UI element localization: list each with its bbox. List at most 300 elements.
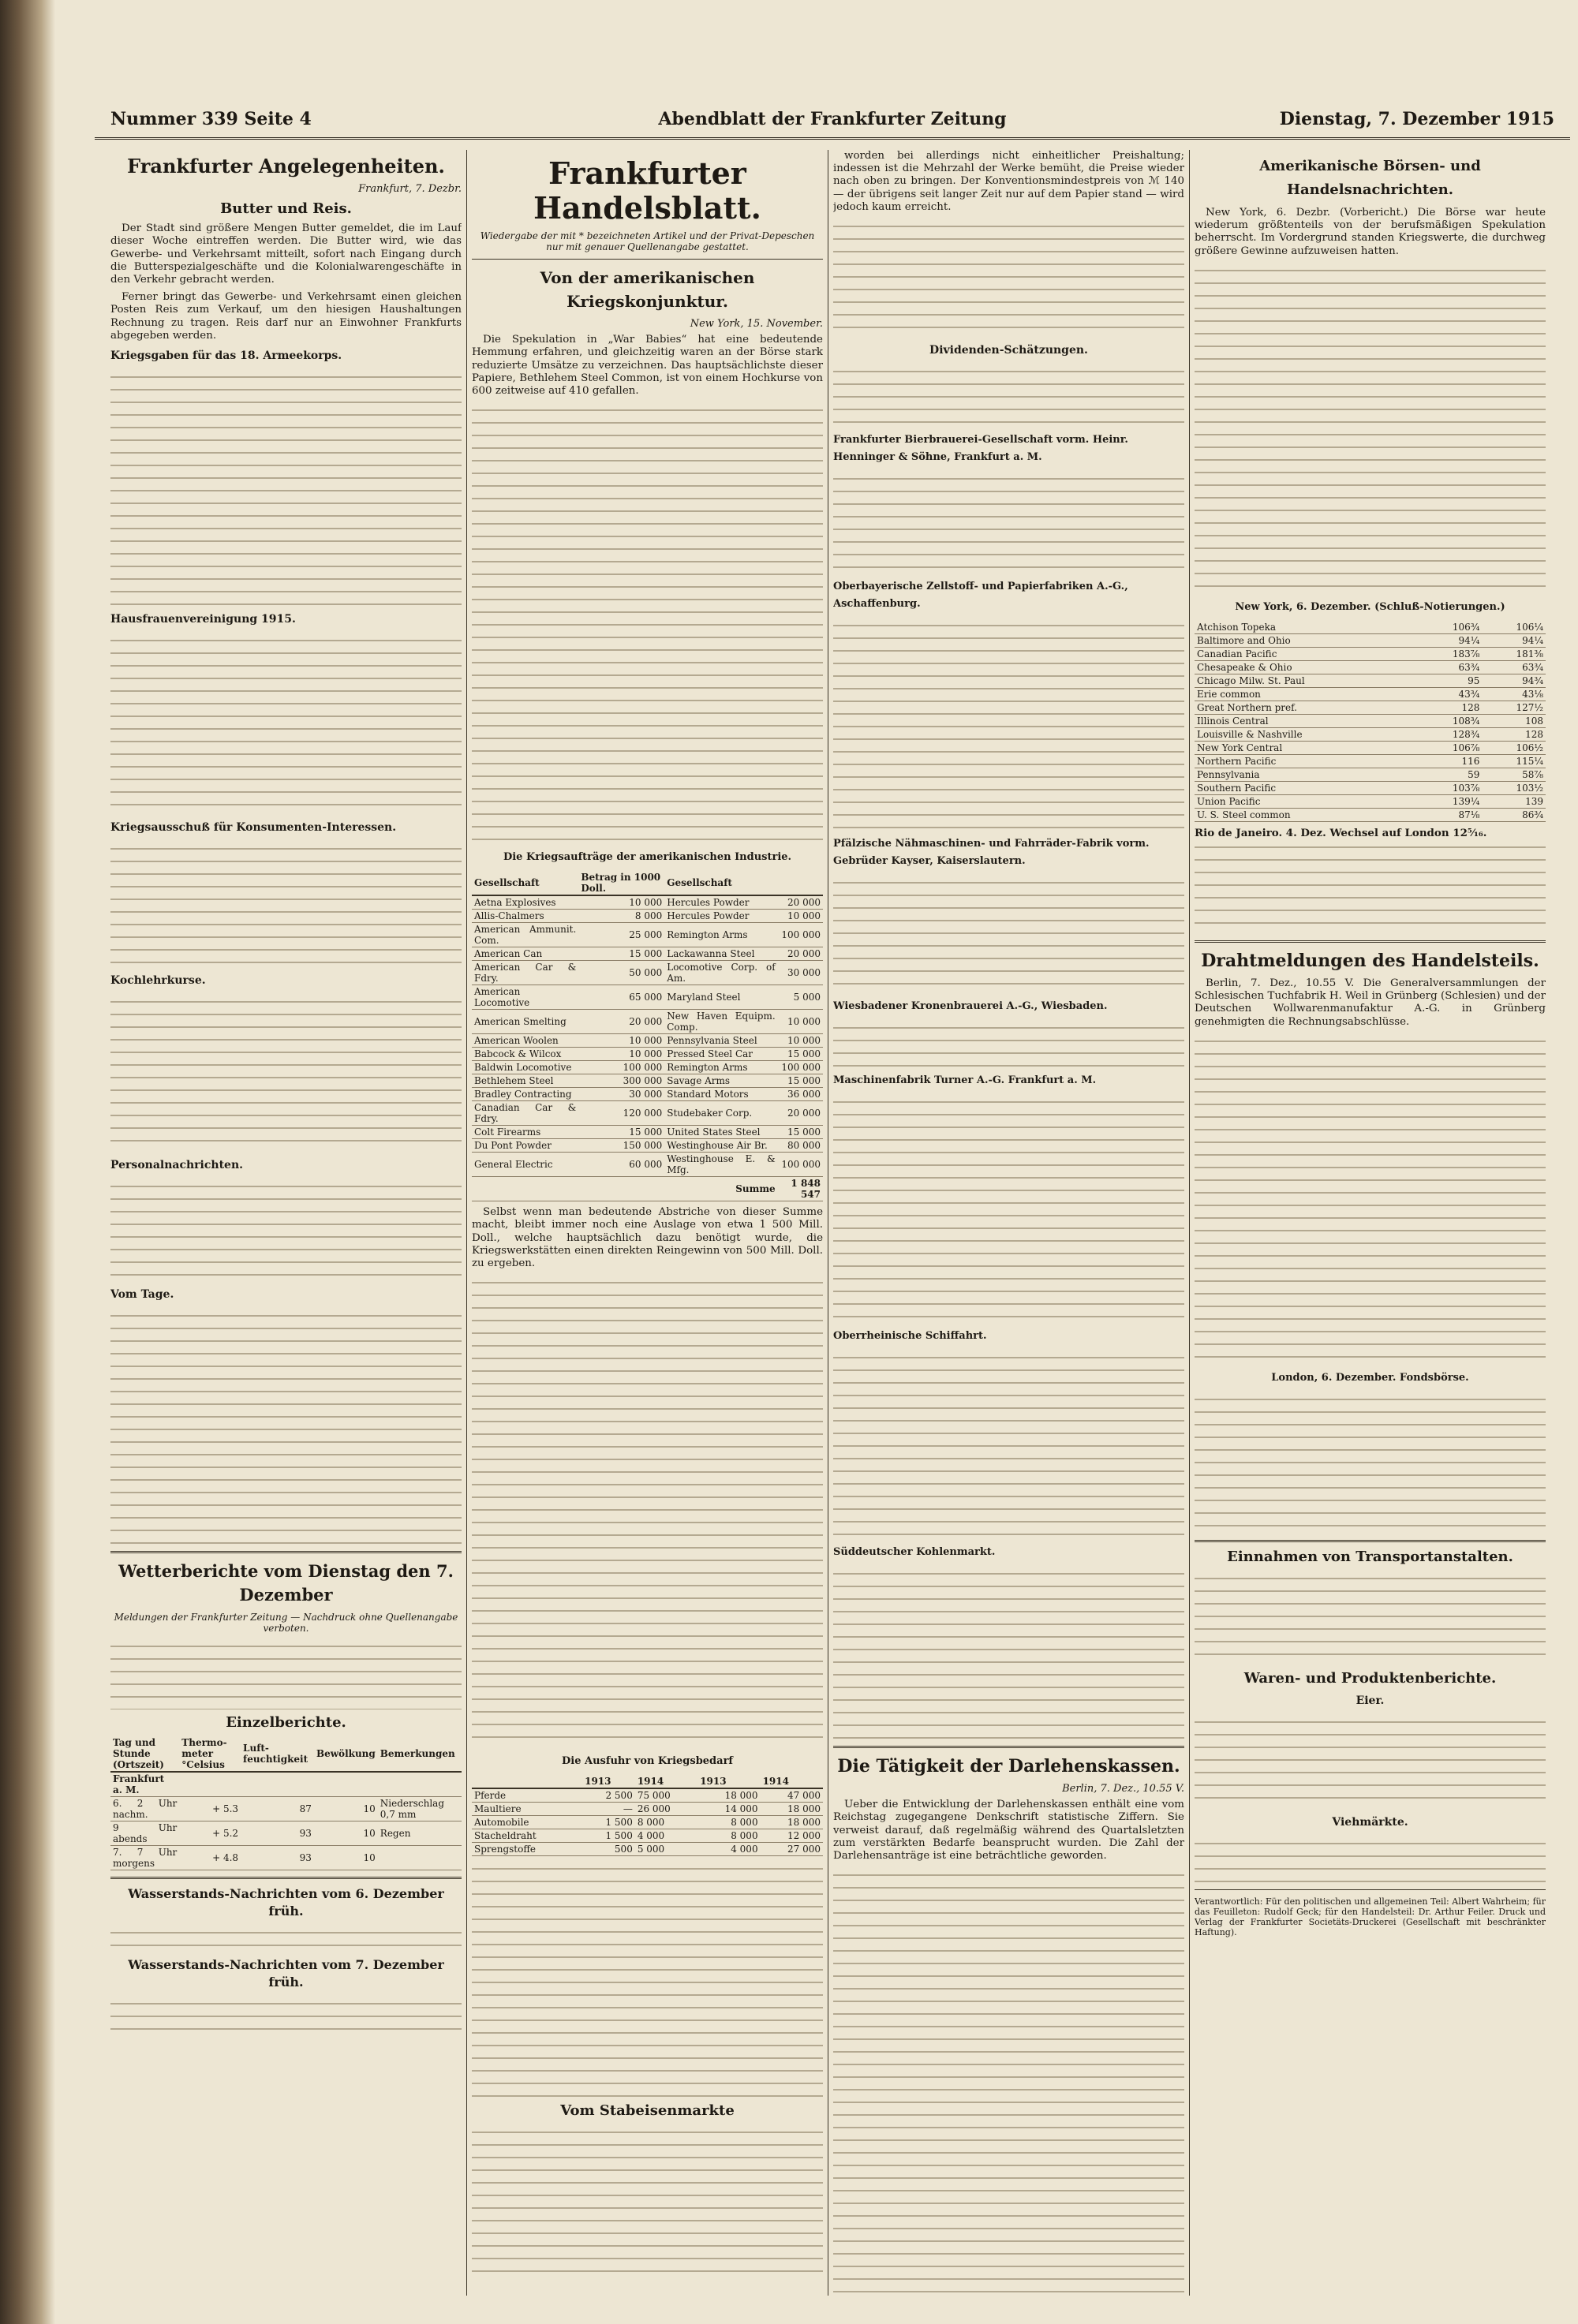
table-row [110,1821,462,1846]
article-heading: Maschinenfabrik Turner A.-G. Frankfurt a. M. [833,1074,1097,1087]
paragraph-block [110,1925,462,1952]
table-header: Gesellschaft [664,871,777,895]
table-row [1195,768,1546,781]
table-cell: 25 000 [578,923,664,947]
table-cell: Erie common [1195,687,1419,701]
table-row [1195,674,1546,687]
column-market-reports [1195,150,1546,2296]
table-cell: 30 000 [578,1088,664,1101]
table-cell: 4 000 [635,1829,697,1843]
paragraph: New York, 6. Dezbr. (Vorbericht.) Die Börse war heute wiederum größtenteils von der berufsmäßigen Spekulation beherrscht. Im Vordergrund standen Kriegswerte, die durchweg größere Gewinne aufzuweisen hatten. [1195,207,1546,257]
table-cell: 116 [1419,754,1483,768]
table-header: 1913 [582,1775,635,1788]
article-heading: Dividenden-Schätzungen. [929,344,1088,357]
table-cell: 10 000 [778,1010,823,1034]
table-cell: Niederschlag 0,7 mm [378,1797,462,1821]
table-cell: 8 000 [697,1829,760,1843]
table-cell: 8 000 [697,1816,760,1829]
article-heading: London, 6. Dezember. Fondsbörse. [1271,1371,1469,1384]
paragraph-block [1195,1392,1546,1534]
column-rule [466,150,467,2296]
export-table [472,1775,823,1856]
section-title: Frankfurter Handelsblatt. [533,155,761,226]
issue-number: Nummer 339 Seite 4 [110,109,312,129]
table-cell: + 5.2 [179,1821,241,1846]
paragraph: Ferner bringt das Gewerbe- und Verkehrsamt einen gleichen Posten Reis zum Verkauf, um den hiesigen Haushaltungen Rechnung zu tragen. Reis darf nur an Einwohner Frankfurts abgegeben werden. [110,291,462,342]
paragraph: Ueber die Entwicklung der Darlehenskassen enthält eine vom Reichstag zugegangene Denkschrift statistische Ziffern. Sie verweist darauf, daß regelmäßig während des Quartalsletzten zum verstärkten Bedarfe beansprucht wurden. Die Zahl der Darlehensanträge ist eine beträchtliche geworden. [833,1799,1184,1863]
table-header: Bemerkungen [378,1736,462,1772]
table-header [472,1775,582,1788]
table-row [472,1061,823,1074]
table-cell: Chesapeake & Ohio [1195,660,1419,674]
paragraph-block [1195,1714,1546,1809]
article-heading: Viehmärkte. [1332,1815,1408,1829]
table-cell: 10 [314,1797,378,1821]
book-spine [0,0,55,2324]
table-row [1195,754,1546,768]
table-cell: 94¼ [1482,633,1546,647]
table-cell: Hercules Powder [664,910,777,923]
paragraph-block [833,618,1184,831]
table-row [472,1034,823,1048]
article-heading: Kriegsausschuß für Konsumenten-Interessen. [110,821,397,835]
table-row [1195,660,1546,674]
table-row [472,1816,823,1829]
table-cell: 300 000 [578,1074,664,1088]
sum-value: 1 848 547 [778,1177,823,1201]
table-row [472,961,823,985]
table-cell: 5 000 [635,1843,697,1856]
table-row [472,923,823,947]
table-cell: 2 500 [582,1788,635,1803]
table-cell: 93 [241,1846,314,1870]
article-heading: Oberrheinische Schiffahrt. [833,1330,987,1343]
table-row [472,1803,823,1816]
section-title: Frankfurter Angelegenheiten. [127,155,445,177]
article-heading: Butter und Reis. [220,200,352,218]
table-cell: 80 000 [778,1139,823,1153]
table-cell: 12 000 [761,1829,823,1843]
paragraph-block [833,219,1184,337]
table-row [1195,687,1546,701]
table-row [472,1788,823,1803]
table-cell: Automobile [472,1816,582,1829]
table-cell: 59 [1419,768,1483,781]
table-cell: 106¼ [1482,621,1546,634]
table-cell: 14 000 [697,1803,760,1816]
table-cell: Pennsylvania Steel [664,1034,777,1048]
table-cell: 7. 7 Uhr morgens [110,1846,179,1870]
table-cell: 139 [1482,794,1546,808]
table-cell [378,1846,462,1870]
table-cell: Northern Pacific [1195,754,1419,768]
paragraph-block [833,364,1184,427]
table-cell: 27 000 [761,1843,823,1856]
table-cell: New York Central [1195,741,1419,754]
table-cell: 106⅞ [1419,741,1483,754]
table-cell: 5 000 [778,985,823,1010]
table-cell: 18 000 [697,1788,760,1803]
table-cell: 36 000 [778,1088,823,1101]
table-cell: Babcock & Wilcox [472,1048,578,1061]
table-cell: 94¼ [1419,633,1483,647]
article-heading: Kochlehrkurse. [110,974,206,988]
table-cell: 15 000 [778,1074,823,1088]
table-cell: American Ammunit. Com. [472,923,578,947]
table-cell: Locomotive Corp. of Am. [664,961,777,985]
table-cell: 50 000 [578,961,664,985]
table-header: Betrag in 1000 Doll. [578,871,664,895]
table-cell [378,1772,462,1797]
table-row [472,1010,823,1034]
article-heading: Frankfurter Bierbrauerei-Gesellschaft vorm. Heinr. Henninger & Söhne, Frankfurt a. M. [833,434,1128,464]
paragraph-block [110,633,462,814]
article-heading: Pfälzische Nähmaschinen- und Fahrräder-Fabrik vorm. Gebrüder Kayser, Kaiserslautern. [833,838,1150,868]
table-cell: 100 000 [778,1153,823,1177]
table-cell: Great Northern pref. [1195,701,1419,714]
table-cell: 1 500 [582,1816,635,1829]
table-cell: 43⅛ [1482,687,1546,701]
table-cell: Stacheldraht [472,1829,582,1843]
table-cell: 26 000 [635,1803,697,1816]
table-cell: Pressed Steel Car [664,1048,777,1061]
table-header: 1913 [697,1775,760,1788]
weather-table [110,1736,462,1870]
table-cell: 128 [1482,727,1546,741]
table-cell: 139¼ [1419,794,1483,808]
column-business-news [472,150,823,2296]
table-cell: + 5.3 [179,1797,241,1821]
article-heading: Kriegsgaben für das 18. Armeekorps. [110,349,342,363]
table-cell: Baltimore and Ohio [1195,633,1419,647]
table-cell: 115¼ [1482,754,1546,768]
table-row [1195,741,1546,754]
issue-date: Dienstag, 7. Dezember 1915 [1279,109,1554,129]
table-row [1195,633,1546,647]
imprint: Verantwortlich: Für den politischen und allgemeinen Teil: Albert Wahrheim; für das Feuilleton: Rudolf Geck; für den Handelsteil: Dr. Arthur Feiler. Druck und Verlag der Frankfurter Societäts-Druckerei (Gesellschaft mit beschränkter Haftung). [1195,1896,1546,1937]
paragraph-block [1195,839,1546,934]
divider [1195,1540,1546,1542]
table-row [1195,727,1546,741]
table-cell: 100 000 [778,923,823,947]
table-cell: 10 000 [578,895,664,910]
table-cell: 103½ [1482,781,1546,794]
table-cell [241,1772,314,1797]
table-cell: 65 000 [578,985,664,1010]
table-cell: — [582,1803,635,1816]
table-cell: 15 000 [578,1126,664,1139]
paragraph-block [833,1094,1184,1323]
table-row [1195,794,1546,808]
water-level-title: Wasserstands-Nachrichten vom 6. Dezember früh. [128,1886,444,1919]
table-cell: Union Pacific [1195,794,1419,808]
table-cell: 10 000 [578,1034,664,1048]
divider [110,1877,462,1879]
paragraph-block [110,369,462,606]
table-cell: 10 [314,1821,378,1846]
masthead [95,104,1570,140]
article-heading: Oberbayerische Zellstoff- und Papierfabriken A.-G., Aschaffenburg. [833,581,1128,611]
table-cell: 500 [582,1843,635,1856]
article-heading: Vom Tage. [110,1288,174,1302]
table-row [472,1126,823,1139]
table-cell: Atchison Topeka [1195,621,1419,634]
paragraph-block [833,1350,1184,1539]
paragraph-block [110,841,462,967]
table-cell: 86¾ [1482,808,1546,821]
table-cell: 87⅛ [1419,808,1483,821]
newspaper-page [95,79,1570,2308]
weather-subtitle: Meldungen der Frankfurter Zeitung — Nachdruck ohne Quellenangabe verboten. [114,1612,458,1635]
table-cell: 63¾ [1482,660,1546,674]
table-row [472,985,823,1010]
table-cell: Remington Arms [664,1061,777,1074]
table-row [110,1797,462,1821]
table-cell: 95 [1419,674,1483,687]
article-heading: Eier. [1356,1694,1385,1707]
article-heading: Die Tätigkeit der Darlehenskassen. [837,1756,1180,1777]
table-cell: New Haven Equipm. Comp. [664,1010,777,1034]
table-row [1195,714,1546,727]
table-cell: 120 000 [578,1101,664,1126]
table-cell: 1 500 [582,1829,635,1843]
article-heading: Vom Stabeisenmarkte [560,2102,735,2120]
paragraph-block [472,2124,823,2282]
article-heading: Hausfrauenvereinigung 1915. [110,613,296,626]
paragraph: worden bei allerdings nicht einheitlicher Preishaltung; indessen ist die Mehrzahl der Werke bemüht, die Preise wieder nach oben zu bringen. Der Konventionsmindestpreis von ℳ 140 — der übrigens seit langer Zeit nur auf dem Papier stand — wird jedoch kaum erreicht. [833,150,1184,213]
table-cell: 58⅞ [1482,768,1546,781]
table-row [472,1139,823,1153]
table-cell: 8 000 [635,1816,697,1829]
table-cell: 10 000 [778,910,823,923]
table-row [472,910,823,923]
table-cell: Canadian Car & Fdry. [472,1101,578,1126]
paragraph-block [833,471,1184,574]
divider [472,259,823,260]
table-cell: + 4.8 [179,1846,241,1870]
section-title: Amerikanische Börsen- und Handelsnachrichten. [1259,158,1481,198]
paragraph-block [472,1861,823,2098]
table-cell: Pferde [472,1788,582,1803]
column-rule [1189,150,1190,2296]
table-row [1195,701,1546,714]
table-cell: Colt Firearms [472,1126,578,1139]
table-cell [179,1772,241,1797]
dateline: Frankfurt, 7. Dezbr. [358,183,462,195]
paragraph: Der Stadt sind größere Mengen Butter gemeldet, die im Lauf dieser Woche eintreffen werden. Die Butter wird, wie das Gewerbe- und Verkehrsamt mitteilt, sofort nach Eingang durch die Butterspezialgeschäfte und die Kolonialwarengeschäfte in den Verkehr gebracht werden. [110,222,462,286]
table-row [110,1846,462,1870]
table-cell: 94¾ [1482,674,1546,687]
table-cell: 100 000 [578,1061,664,1074]
table-cell: 20 000 [778,895,823,910]
table-row [1195,808,1546,821]
table-cell: Chicago Milw. St. Paul [1195,674,1419,687]
table-cell: 106½ [1482,741,1546,754]
table-cell: 9 Uhr abends [110,1821,179,1846]
table-cell: Pennsylvania [1195,768,1419,781]
table-cell: 15 000 [778,1126,823,1139]
paragraph-block [1195,263,1546,594]
table-cell: Lackawanna Steel [664,947,777,961]
table-cell: 75 000 [635,1788,697,1803]
table-cell: 183⅞ [1419,647,1483,660]
table-cell: American Can [472,947,578,961]
table-cell: 6. 2 Uhr nachm. [110,1797,179,1821]
table-cell: Westinghouse E. & Mfg. [664,1153,777,1177]
table-title: Die Ausfuhr von Kriegsbedarf [561,1755,734,1768]
table-cell: 100 000 [778,1061,823,1074]
divider [1195,940,1546,943]
table-cell: American Woolen [472,1034,578,1048]
paragraph-block [110,994,462,1152]
table-cell: U. S. Steel common [1195,808,1419,821]
table-cell: 20 000 [578,1010,664,1034]
table-cell: 10 000 [578,1048,664,1061]
table-cell: 128 [1419,701,1483,714]
table-header: Bewölkung [314,1736,378,1772]
war-orders-table [472,871,823,1201]
table-row [472,1088,823,1101]
table-cell [314,1772,378,1797]
table-cell: Maultiere [472,1803,582,1816]
paragraph-block [110,1996,462,2035]
table-cell: 150 000 [578,1139,664,1153]
table-header: 1914 [761,1775,823,1788]
table-cell: 4 000 [697,1843,760,1856]
table-cell: 108 [1482,714,1546,727]
table-cell: American Locomotive [472,985,578,1010]
section-title: Drahtmeldungen des Handelsteils. [1201,951,1539,972]
table-cell: 87 [241,1797,314,1821]
table-cell: Illinois Central [1195,714,1419,727]
table-cell: 63¾ [1419,660,1483,674]
table-cell: 10 000 [778,1034,823,1048]
article-heading: Personalnachrichten. [110,1159,243,1172]
table-cell: American Smelting [472,1010,578,1034]
paragraph: Die Spekulation in „War Babies“ hat eine bedeutende Hemmung erfahren, und gleichzeitig waren an der Börse stark reduzierte Umsätze zu verzeichnen. Das hauptsächlichste dieser Papiere, Bethlehem Steel Common, ist von einem Hochkurse von 600 zeitweise auf 410 gefallen. [472,334,823,398]
sum-label: Summe [472,1177,778,1201]
divider [110,1551,462,1553]
table-cell: Sprengstoffe [472,1843,582,1856]
table-cell: Remington Arms [664,923,777,947]
section-title: Einnahmen von Transportanstalten. [1227,1548,1513,1565]
table-row [1195,647,1546,660]
table-row [472,1048,823,1061]
section-subtitle: Wiedergabe der mit * bezeichneten Artikel und der Privat-Depeschen nur mit genauer Quellenangabe gestattet. [480,230,815,252]
table-cell: Standard Motors [664,1088,777,1101]
table-cell: 106¾ [1419,621,1483,634]
table-cell: 15 000 [578,947,664,961]
paragraph: Berlin, 7. Dez., 10.55 V. Die Generalversammlungen der Schlesischen Tuchfabrik H. Weil in Grünberg (Schlesien) und der Deutschen Wollwarenmanufaktur A.-G. in Grünberg genehmigten die Rechnungsabschlüsse. [1195,977,1546,1028]
table-cell: 127½ [1482,701,1546,714]
table-body [472,1788,823,1856]
paragraph-block [833,1566,1184,1739]
table-cell: American Car & Fdry. [472,961,578,985]
table-row [472,1843,823,1856]
article-heading: Von der amerikanischen Kriegskonjunktur. [540,268,755,311]
table-header [778,871,823,895]
table-cell: 93 [241,1821,314,1846]
table-cell: 20 000 [778,947,823,961]
table-cell: Du Pont Powder [472,1139,578,1153]
table-cell: Hercules Powder [664,895,777,910]
paragraph-block [472,402,823,844]
table-cell: 128¾ [1419,727,1483,741]
table-cell: Southern Pacific [1195,781,1419,794]
table-cell: Bethlehem Steel [472,1074,578,1088]
table-row [472,895,823,910]
table-row [472,1074,823,1088]
table-cell: Aetna Explosives [472,895,578,910]
rio-exchange: Rio de Janeiro. 4. Dez. Wechsel auf London 12⁵⁄₁₆. [1195,826,1487,839]
table-cell: Westinghouse Air Br. [664,1139,777,1153]
table-row [472,1101,823,1126]
column-local-news [110,150,462,2296]
table-body [472,895,823,1177]
dateline: Berlin, 7. Dez., 10.55 V. [1062,1783,1184,1795]
table-body [1195,621,1546,822]
article-heading: Wiesbadener Kronenbrauerei A.-G., Wiesbaden. [833,1000,1108,1013]
table-cell: Canadian Pacific [1195,647,1419,660]
table-cell: General Electric [472,1153,578,1177]
weather-table-title: Einzelberichte. [226,1714,346,1732]
table-header: Tag und Stunde (Ortszeit) [110,1736,179,1772]
paragraph-block [833,875,1184,993]
table-cell: 18 000 [761,1803,823,1816]
table-cell: Louisville & Nashville [1195,727,1419,741]
table-row [110,1772,462,1797]
article-heading: Süddeutscher Kohlenmarkt. [833,1546,996,1559]
table-cell: 47 000 [761,1788,823,1803]
paragraph: Selbst wenn man bedeutende Abstriche von dieser Summe macht, bleibt immer noch eine Auslage von etwa 1 500 Mill. Doll., welche hauptsächlich dazu benötigt wurde, die Kriegswerkstätten einen direkten Reingewinn von 500 Mill. Doll. zu ergeben. [472,1206,823,1270]
table-cell: 43¾ [1419,687,1483,701]
paragraph-block [472,1275,823,1748]
column-company-news [833,150,1184,2296]
table-cell: 60 000 [578,1153,664,1177]
dateline: New York, 15. November. [690,318,823,330]
paper-title: Abendblatt der Frankfurter Zeitung [658,109,1007,129]
table-cell: Allis-Chalmers [472,910,578,923]
table-cell: 108¾ [1419,714,1483,727]
paragraph-block [110,1308,462,1545]
table-row [472,1153,823,1177]
table-cell: 8 000 [578,910,664,923]
table-cell: Savage Arms [664,1074,777,1088]
table-cell: 20 000 [778,1101,823,1126]
table-cell: Maryland Steel [664,985,777,1010]
table-cell: Bradley Contracting [472,1088,578,1101]
weather-title: Wetterberichte vom Dienstag den 7. Dezember [118,1561,454,1605]
stock-quotes-table [1195,621,1546,822]
table-header: 1914 [635,1775,697,1788]
table-cell: 15 000 [778,1048,823,1061]
table-row [1195,621,1546,634]
paragraph-block [110,1638,462,1709]
paragraph-block [833,1020,1184,1067]
table-title: New York, 6. Dezember. (Schluß-Notierungen.) [1235,600,1505,613]
paragraph-block [833,1867,1184,2296]
table-cell: Regen [378,1821,462,1846]
table-header: Thermo-meter °Celsius [179,1736,241,1772]
table-header: Gesellschaft [472,871,578,895]
paragraph-block [1195,1033,1546,1365]
table-row [472,947,823,961]
divider [833,1746,1184,1748]
divider [1195,1889,1546,1890]
table-cell: Baldwin Locomotive [472,1061,578,1074]
table-cell: 181⅜ [1482,647,1546,660]
table-cell: Studebaker Corp. [664,1101,777,1126]
